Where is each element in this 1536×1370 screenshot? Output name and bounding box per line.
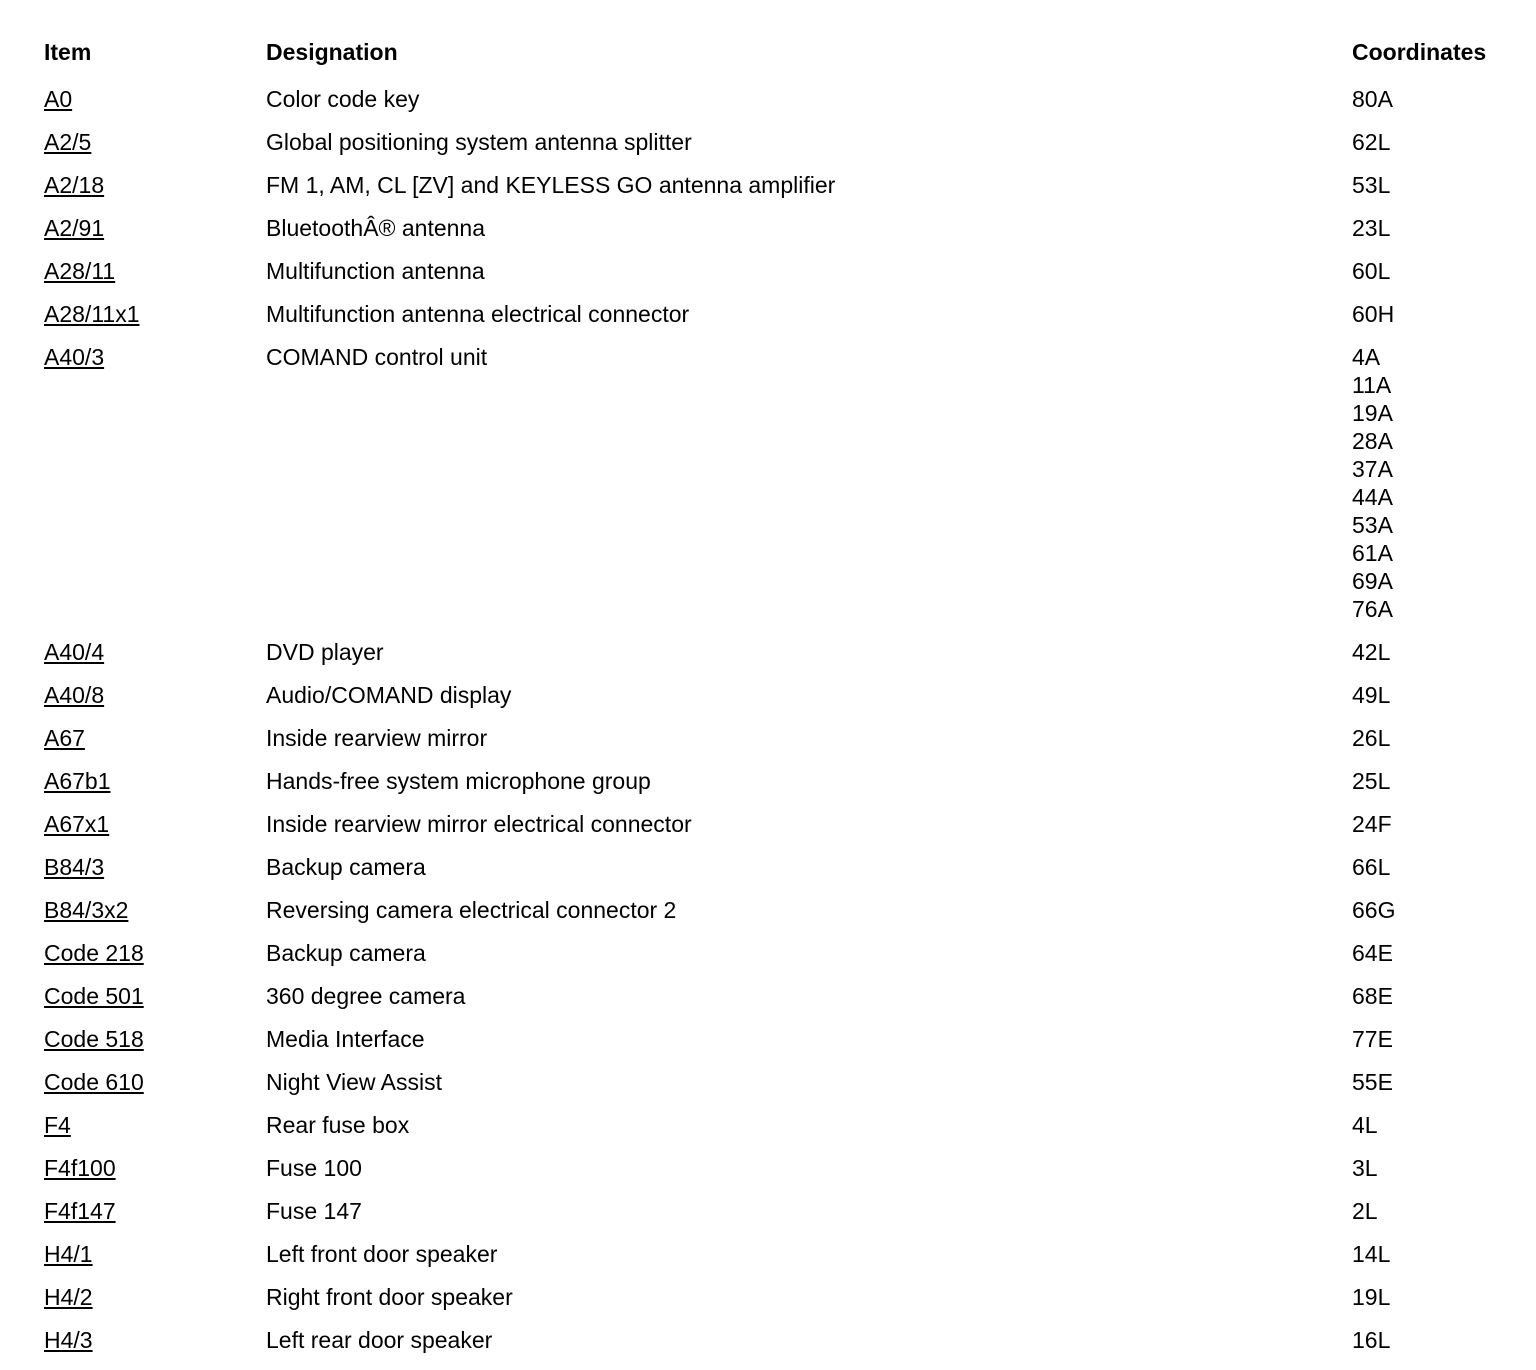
coordinate-value: 68E — [1352, 983, 1393, 1009]
header-designation: Designation — [266, 39, 398, 65]
table-row — [44, 336, 1512, 631]
table-row — [44, 1233, 1512, 1276]
item-link[interactable]: B84/3x2 — [44, 897, 129, 923]
coordinate-value: 66G — [1352, 897, 1396, 923]
coordinates-cell — [1352, 932, 1512, 975]
coordinate-value: 25L — [1352, 768, 1391, 794]
coordinate-value: 69A — [1352, 568, 1393, 594]
coordinate-value: 19L — [1352, 1284, 1391, 1310]
designation-cell: Right front door speaker — [266, 1284, 513, 1310]
item-link[interactable]: A40/4 — [44, 639, 105, 665]
table-row — [44, 1018, 1512, 1061]
table-row — [44, 164, 1512, 207]
table-row — [44, 975, 1512, 1018]
item-link[interactable]: A2/91 — [44, 215, 105, 241]
coordinates-cell — [1352, 1190, 1512, 1233]
coordinate-value: 60L — [1352, 258, 1391, 284]
item-link[interactable]: H4/2 — [44, 1284, 93, 1310]
designation-cell: Night View Assist — [266, 1069, 442, 1095]
coordinates-cell — [1352, 1319, 1512, 1362]
coordinate-value: 60H — [1352, 301, 1395, 327]
coordinate-value: 64E — [1352, 940, 1393, 966]
coordinate-value: 23L — [1352, 215, 1391, 241]
coordinates-cell — [1352, 336, 1512, 631]
designation-cell: Backup camera — [266, 940, 426, 966]
item-link[interactable]: A67b1 — [44, 768, 111, 794]
item-link[interactable]: Code 501 — [44, 983, 144, 1009]
coordinate-value: 49L — [1352, 682, 1391, 708]
coordinates-cell — [1352, 1276, 1512, 1319]
coordinates-cell — [1352, 164, 1512, 207]
table-row — [44, 207, 1512, 250]
designation-cell: Color code key — [266, 86, 420, 112]
coordinates-cell — [1352, 1061, 1512, 1104]
coordinate-value: 4L — [1352, 1112, 1378, 1138]
item-link[interactable]: F4 — [44, 1112, 71, 1138]
coordinate-value: 42L — [1352, 639, 1391, 665]
item-cell — [44, 78, 266, 121]
item-cell — [44, 1147, 266, 1190]
table-row — [44, 1147, 1512, 1190]
item-link[interactable]: A67 — [44, 725, 85, 751]
coordinate-value: 61A — [1352, 540, 1393, 566]
coordinates-cell — [1352, 1147, 1512, 1190]
table-row — [44, 250, 1512, 293]
coordinate-value: 24F — [1352, 811, 1392, 837]
item-cell — [44, 1104, 266, 1147]
item-cell — [44, 121, 266, 164]
item-link[interactable]: A67x1 — [44, 811, 110, 837]
designation-cell: Global positioning system antenna splitter — [266, 129, 692, 155]
item-cell — [44, 760, 266, 803]
item-cell — [44, 1319, 266, 1362]
table-row — [44, 1190, 1512, 1233]
item-cell — [44, 207, 266, 250]
item-link[interactable]: A2/18 — [44, 172, 105, 198]
item-link[interactable]: A40/3 — [44, 344, 105, 370]
designation-cell: FM 1, AM, CL [ZV] and KEYLESS GO antenna amplifier — [266, 172, 836, 198]
item-link[interactable]: F4f100 — [44, 1155, 116, 1181]
item-link[interactable]: A2/5 — [44, 129, 92, 155]
table-row — [44, 889, 1512, 932]
coordinates-cell — [1352, 717, 1512, 760]
item-cell — [44, 1276, 266, 1319]
coordinate-value: 44A — [1352, 484, 1393, 510]
item-link[interactable]: Code 218 — [44, 940, 144, 966]
coordinates-cell — [1352, 293, 1512, 336]
table-row — [44, 1319, 1512, 1362]
designation-cell: Rear fuse box — [266, 1112, 410, 1138]
table-row — [44, 631, 1512, 674]
table-body — [44, 78, 1512, 1362]
item-cell — [44, 932, 266, 975]
coordinate-value: 14L — [1352, 1241, 1391, 1267]
table-row — [44, 803, 1512, 846]
coordinate-value: 53L — [1352, 172, 1391, 198]
item-cell — [44, 1061, 266, 1104]
designation-cell: Fuse 100 — [266, 1155, 362, 1181]
coordinates-cell — [1352, 78, 1512, 121]
item-cell — [44, 631, 266, 674]
table-row — [44, 760, 1512, 803]
item-cell — [44, 1190, 266, 1233]
coordinate-value: 28A — [1352, 428, 1393, 454]
designation-cell: Multifunction antenna — [266, 258, 485, 284]
item-link[interactable]: H4/1 — [44, 1241, 93, 1267]
header-row — [44, 36, 1512, 78]
designation-cell: Reversing camera electrical connector 2 — [266, 897, 677, 923]
coordinates-cell — [1352, 674, 1512, 717]
coordinates-cell — [1352, 250, 1512, 293]
item-link[interactable]: H4/3 — [44, 1327, 93, 1353]
coordinates-cell — [1352, 975, 1512, 1018]
coordinates-cell — [1352, 760, 1512, 803]
item-cell — [44, 293, 266, 336]
designation-cell: Fuse 147 — [266, 1198, 362, 1224]
designation-cell: Inside rearview mirror electrical connector — [266, 811, 692, 837]
coordinates-cell — [1352, 1104, 1512, 1147]
header-coordinates: Coordinates — [1352, 39, 1487, 65]
item-cell — [44, 975, 266, 1018]
designation-cell: Left front door speaker — [266, 1241, 498, 1267]
designation-cell: Left rear door speaker — [266, 1327, 493, 1353]
item-cell — [44, 336, 266, 631]
item-link[interactable]: A28/11 — [44, 258, 116, 284]
coordinate-value: 26L — [1352, 725, 1391, 751]
item-cell — [44, 250, 266, 293]
coordinates-cell — [1352, 1233, 1512, 1276]
item-cell — [44, 164, 266, 207]
table-row — [44, 1276, 1512, 1319]
table-row — [44, 674, 1512, 717]
coordinate-value: 19A — [1352, 400, 1393, 426]
item-cell — [44, 1233, 266, 1276]
item-cell — [44, 803, 266, 846]
header-item: Item — [44, 39, 92, 65]
designation-cell: Hands-free system microphone group — [266, 768, 651, 794]
table-row — [44, 717, 1512, 760]
coordinates-cell — [1352, 803, 1512, 846]
item-link[interactable]: Code 610 — [44, 1069, 144, 1095]
designation-cell: BluetoothÂ® antenna — [266, 215, 486, 241]
item-link[interactable]: B84/3 — [44, 854, 105, 880]
coordinate-value: 80A — [1352, 86, 1393, 112]
coordinate-value: 76A — [1352, 596, 1393, 622]
item-link[interactable]: A0 — [44, 86, 73, 112]
item-cell — [44, 1018, 266, 1061]
item-link[interactable]: A28/11x1 — [44, 301, 140, 327]
coordinates-cell — [1352, 121, 1512, 164]
item-link[interactable]: Code 518 — [44, 1026, 144, 1052]
table-row — [44, 846, 1512, 889]
table-row — [44, 121, 1512, 164]
component-legend-table — [44, 36, 1512, 1362]
coordinate-value: 16L — [1352, 1327, 1391, 1353]
coordinate-value: 4A — [1352, 344, 1381, 370]
item-link[interactable]: A40/8 — [44, 682, 105, 708]
table-row — [44, 1061, 1512, 1104]
item-cell — [44, 674, 266, 717]
item-cell — [44, 889, 266, 932]
coordinate-value: 55E — [1352, 1069, 1393, 1095]
designation-cell: Inside rearview mirror — [266, 725, 488, 751]
table-row — [44, 293, 1512, 336]
coordinate-value: 11A — [1352, 372, 1392, 398]
coordinate-value: 2L — [1352, 1198, 1378, 1224]
designation-cell: 360 degree camera — [266, 983, 466, 1009]
item-link[interactable]: F4f147 — [44, 1198, 116, 1224]
coordinates-cell — [1352, 1018, 1512, 1061]
coordinates-cell — [1352, 846, 1512, 889]
item-cell — [44, 717, 266, 760]
table-row — [44, 78, 1512, 121]
designation-cell: Audio/COMAND display — [266, 682, 512, 708]
coordinate-value: 3L — [1352, 1155, 1378, 1181]
coordinate-value: 77E — [1352, 1026, 1393, 1052]
coordinates-cell — [1352, 207, 1512, 250]
designation-cell: Backup camera — [266, 854, 426, 880]
table-row — [44, 932, 1512, 975]
designation-cell: COMAND control unit — [266, 344, 488, 370]
table-row — [44, 1104, 1512, 1147]
coordinate-value: 53A — [1352, 512, 1393, 538]
designation-cell: Media Interface — [266, 1026, 425, 1052]
coordinates-cell — [1352, 889, 1512, 932]
coordinate-value: 62L — [1352, 129, 1391, 155]
coordinate-value: 37A — [1352, 456, 1393, 482]
coordinate-value: 66L — [1352, 854, 1391, 880]
designation-cell: Multifunction antenna electrical connector — [266, 301, 690, 327]
item-cell — [44, 846, 266, 889]
coordinates-cell — [1352, 631, 1512, 674]
designation-cell: DVD player — [266, 639, 384, 665]
